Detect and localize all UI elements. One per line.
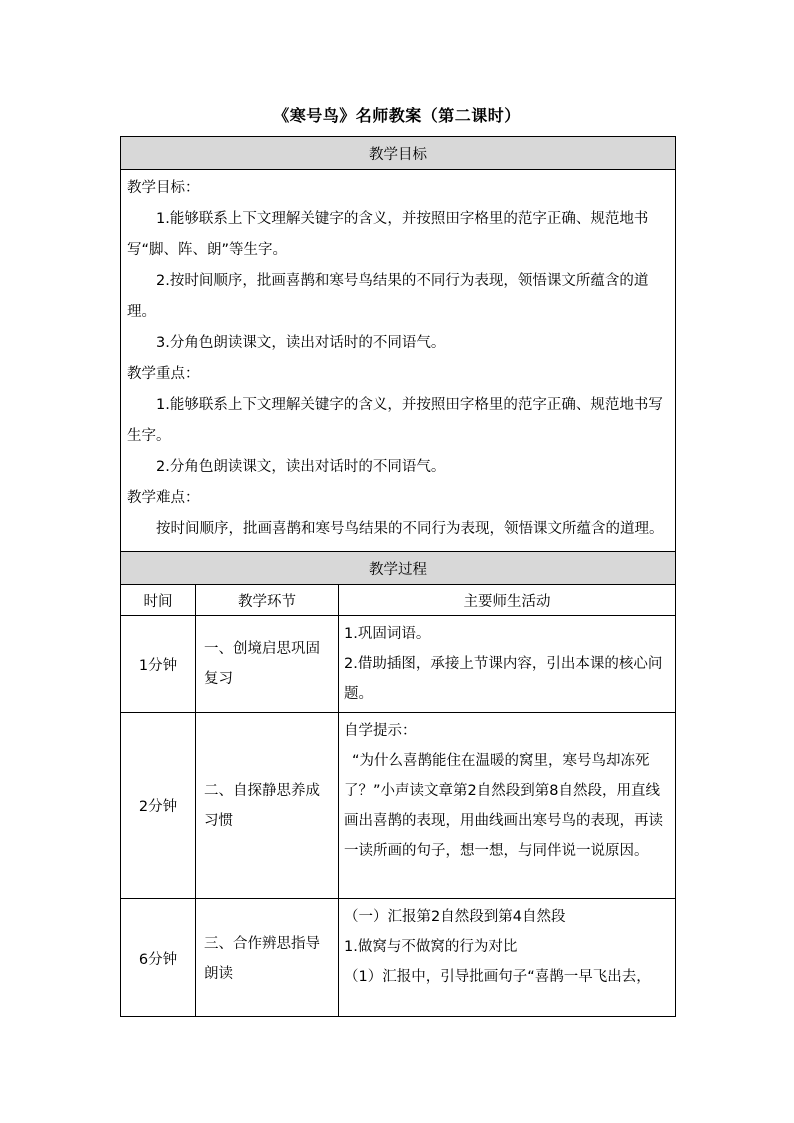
row-time: 2分钟 bbox=[121, 713, 196, 899]
objective-item: 1.能够联系上下文理解关键字的含义，并按照田字格里的范字正确、规范地书写“脚、阵、朗”等生字。 bbox=[127, 211, 649, 258]
row-step: 一、创境启思巩固复习 bbox=[196, 616, 339, 713]
activity-line: （一）汇报第2自然段到第4自然段 bbox=[344, 909, 566, 925]
activity-line: 2.借助插图，承接上节课内容，引出本课的核心问题。 bbox=[344, 656, 663, 702]
key-points-label: 教学重点： bbox=[127, 366, 200, 382]
key-point-item: 1.能够联系上下文理解关键字的含义，并按照田字格里的范字正确、规范地书写生字。 bbox=[127, 397, 663, 444]
row-time: 1分钟 bbox=[121, 616, 196, 713]
key-point-item: 2.分角色朗读课文，读出对话时的不同语气。 bbox=[156, 459, 446, 475]
process-row bbox=[121, 899, 676, 1019]
row-step: 三、合作辨思指导朗读 bbox=[196, 899, 339, 1019]
row-step: 二、自探静思养成习惯 bbox=[196, 713, 339, 899]
column-header-time: 时间 bbox=[121, 585, 196, 616]
difficulties-label: 教学难点： bbox=[127, 490, 200, 506]
row-activity bbox=[339, 713, 676, 899]
column-header-activity: 主要师生活动 bbox=[339, 585, 676, 616]
objective-item: 3.分角色朗读课文，读出对话时的不同语气。 bbox=[156, 335, 446, 351]
row-activity bbox=[339, 616, 676, 713]
page-bottom-mask bbox=[0, 1017, 794, 1123]
difficulty-item: 按时间顺序，批画喜鹊和寒号鸟结果的不同行为表现，领悟课文所蕴含的道理。 bbox=[156, 521, 664, 537]
process-section-header: 教学过程 bbox=[121, 552, 676, 585]
activity-line: （1）汇报中，引导批画句子“喜鹊一早飞出去， bbox=[344, 969, 651, 985]
activity-line: “为什么喜鹊能住在温暖的窝里，寒号鸟却冻死了？”小声读文章第2自然段到第8自然段，用直线画出喜鹊的表现，用曲线画出寒号鸟的表现，再读一读所画的句子，想一想，与同伴说一说原因。 bbox=[344, 753, 663, 859]
document-title: 《寒号鸟》名师教案（第二课时） bbox=[273, 106, 521, 125]
activity-line: 1.巩固词语。 bbox=[344, 626, 431, 642]
activity-line: 1.做窝与不做窝的行为对比 bbox=[344, 939, 518, 955]
row-time: 6分钟 bbox=[121, 899, 196, 1019]
activity-line: 自学提示： bbox=[344, 723, 417, 739]
goals-section-header: 教学目标 bbox=[121, 137, 676, 170]
lesson-plan-table bbox=[120, 136, 676, 1019]
objectives-label: 教学目标： bbox=[127, 180, 200, 196]
process-row bbox=[121, 616, 676, 713]
process-row bbox=[121, 713, 676, 899]
row-activity bbox=[339, 899, 676, 1019]
column-header-step: 教学环节 bbox=[196, 585, 339, 616]
table-bottom-border bbox=[120, 1016, 675, 1017]
objective-item: 2.按时间顺序，批画喜鹊和寒号鸟结果的不同行为表现，领悟课文所蕴含的道理。 bbox=[127, 273, 649, 320]
goals-content bbox=[121, 170, 676, 552]
